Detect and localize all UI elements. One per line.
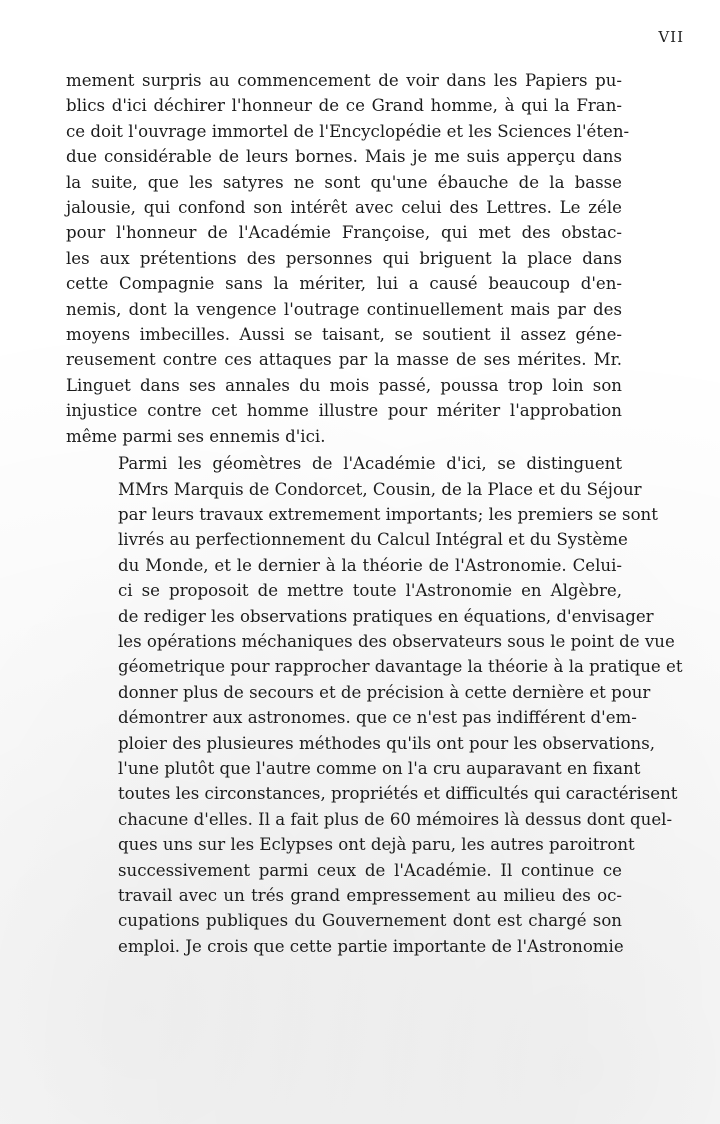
text-line: cette Compagnie sans la mériter, lui a causé beaucoup d'en- (66, 274, 622, 294)
text-line: MMrs Marquis de Condorcet, Cousin, de la Place et du Séjour (118, 479, 642, 499)
text-line: du Monde, et le dernier à la théorie de l'Astronomie. Celui- (118, 555, 622, 575)
text-line: les opérations méchaniques des observateurs sous le point de vue (118, 631, 675, 651)
text-line: Linguet dans ses annales du mois passé, poussa trop loin son (66, 375, 622, 395)
text-line: nemis, dont la vengence l'outrage continuellement mais par des (66, 299, 622, 319)
body-text (66, 68, 683, 959)
text-line: mement surpris au commencement de voir dans les Papiers pu- (66, 71, 622, 90)
text-line: les aux prétentions des personnes qui briguent la place dans (66, 248, 622, 268)
text-line: chacune d'elles. Il a fait plus de 60 mémoires là dessus dont quel- (118, 809, 673, 829)
text-line: de rediger les observations pratiques en équations, d'envisager (118, 606, 654, 626)
text-line: géometrique pour rapprocher davantage la théorie à la pratique et (118, 657, 683, 677)
paragraph-1 (66, 68, 630, 449)
text-line: moyens imbecilles. Aussi se taisant, se soutient il assez géne- (66, 325, 622, 345)
text-line: l'une plutôt que l'autre comme on l'a cru auparavant en fixant (118, 758, 641, 778)
text-line: ci se proposoit de mettre toute l'Astronomie en Algèbre, (118, 581, 622, 601)
text-line: démontrer aux astronomes. que ce n'est pas indifférent d'em- (118, 708, 637, 728)
text-line: reusement contre ces attaques par la masse de ses mérites. Mr. (66, 350, 622, 370)
text-line: livrés au perfectionnement du Calcul Intégral et du Système (118, 530, 628, 550)
paragraph-2 (66, 451, 683, 959)
text-line: la suite, que les satyres ne sont qu'une ébauche de la basse (66, 172, 622, 192)
text-line: même parmi ses ennemis d'ici. (66, 426, 326, 446)
text-line: jalousie, qui confond son intérêt avec celui des Lettres. Le zéle (66, 198, 622, 218)
text-line: ques uns sur les Eclypses ont dejà paru, les autres paroitront (118, 835, 635, 855)
text-line: par leurs travaux extremement importants; les premiers se sont (118, 504, 658, 524)
text-line: successivement parmi ceux de l'Académie. Il continue ce (118, 860, 622, 880)
text-line: Parmi les géomètres de l'Académie d'ici, se distinguent (118, 454, 622, 474)
text-line: ce doit l'ouvrage immortel de l'Encyclopédie et les Sciences l'éten- (66, 121, 630, 141)
text-line: due considérable de leurs bornes. Mais je me suis apperçu dans (66, 147, 622, 167)
text-line: donner plus de secours et de précision à cette dernière et pour (118, 682, 651, 702)
page-number: VII (658, 28, 684, 46)
text-line: blics d'ici déchirer l'honneur de ce Grand homme, à qui la Fran- (66, 96, 622, 116)
text-line: toutes les circonstances, propriétés et difficultés qui caractérisent (118, 784, 678, 804)
text-line: injustice contre cet homme illustre pour mériter l'approbation (66, 401, 622, 421)
text-line: cupations publiques du Gouvernement dont est chargé son (118, 911, 622, 931)
text-line: ploier des plusieures méthodes qu'ils ont pour les observations, (118, 733, 656, 753)
text-line: emploi. Je crois que cette partie importante de l'Astronomie (118, 936, 624, 956)
text-line: pour l'honneur de l'Académie Françoise, qui met des obstac- (66, 223, 622, 243)
text-line: travail avec un trés grand empressement au milieu des oc- (118, 886, 622, 905)
